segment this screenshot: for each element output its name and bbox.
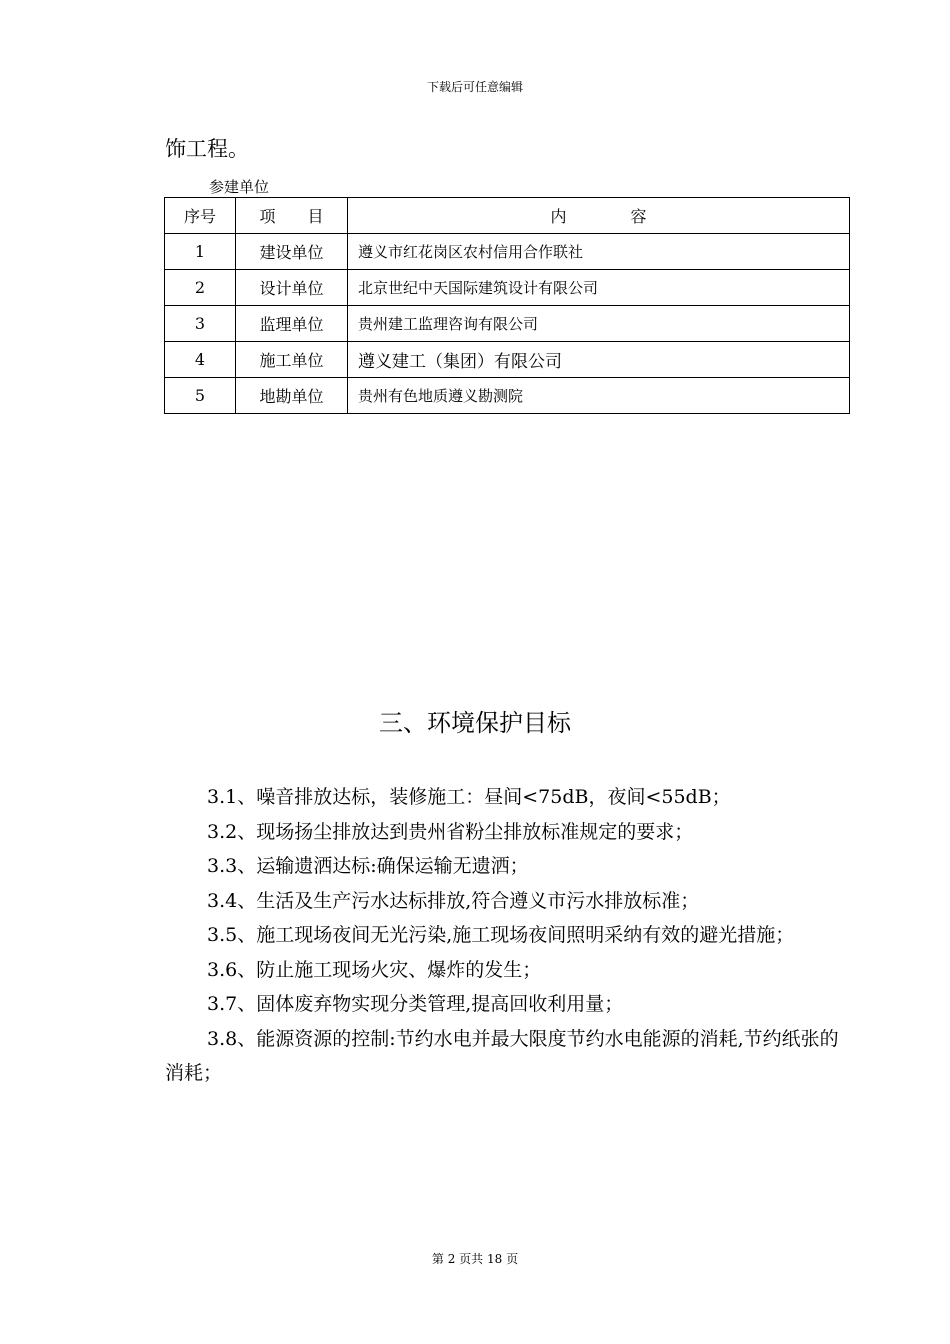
table-row	[165, 342, 850, 378]
row-number: 4	[165, 342, 236, 378]
row-number: 3	[165, 306, 236, 342]
row-item: 设计单位	[236, 270, 348, 306]
page-footer: 第 2 页共 18 页	[431, 1252, 519, 1266]
row-item: 建设单位	[236, 234, 348, 270]
column-header-number: 序号	[165, 198, 236, 234]
row-content: 北京世纪中天国际建筑设计有限公司	[348, 270, 850, 306]
row-content: 遵义建工（集团）有限公司	[348, 342, 850, 378]
row-item: 地勘单位	[236, 378, 348, 414]
column-header-item: 项 目	[236, 198, 348, 234]
paragraph: 3.1、噪音排放达标，装修施工：昼间<75dB，夜间<55dB；	[207, 786, 731, 808]
column-header-content: 内 容	[348, 198, 850, 234]
row-number: 1	[165, 234, 236, 270]
row-content: 遵义市红花岗区农村信用合作联社	[348, 234, 850, 270]
paragraph: 3.2、现场扬尘排放达到贵州省粉尘排放标准规定的要求；	[207, 820, 694, 843]
row-content: 贵州有色地质遵义勘测院	[348, 378, 850, 414]
continuation-text: 饰工程。	[165, 137, 249, 161]
table-row	[165, 306, 850, 342]
paragraph: 3.7、固体废弃物实现分类管理,提高回收利用量；	[207, 993, 624, 1015]
row-item: 监理单位	[236, 306, 348, 342]
paragraph: 3.6、防止施工现场火灾、爆炸的发生；	[207, 958, 542, 981]
table-caption: 参建单位	[209, 178, 270, 196]
row-item: 施工单位	[236, 342, 348, 378]
page-header: 下载后可任意编辑	[426, 80, 523, 94]
paragraph: 3.8、能源资源的控制:节约水电并最大限度节约水电能源的消耗,节约纸张的消耗；	[165, 1027, 839, 1084]
paragraph: 3.3、运输遗洒达标:确保运输无遗洒；	[207, 855, 529, 877]
paragraph: 3.4、生活及生产污水达标排放,符合遵义市污水排放标准；	[207, 889, 700, 912]
table-row	[165, 234, 850, 270]
row-number: 5	[165, 378, 236, 414]
table-header-row	[165, 198, 850, 234]
section-body	[165, 780, 850, 1091]
table-row	[165, 378, 850, 414]
section-title: 三、环境保护目标	[379, 709, 571, 737]
paragraph: 3.5、施工现场夜间无光污染,施工现场夜间照明采纳有效的避光措施；	[207, 924, 795, 946]
row-number: 2	[165, 270, 236, 306]
participating-units-table	[164, 197, 850, 414]
row-content: 贵州建工监理咨询有限公司	[348, 306, 850, 342]
table-row	[165, 270, 850, 306]
